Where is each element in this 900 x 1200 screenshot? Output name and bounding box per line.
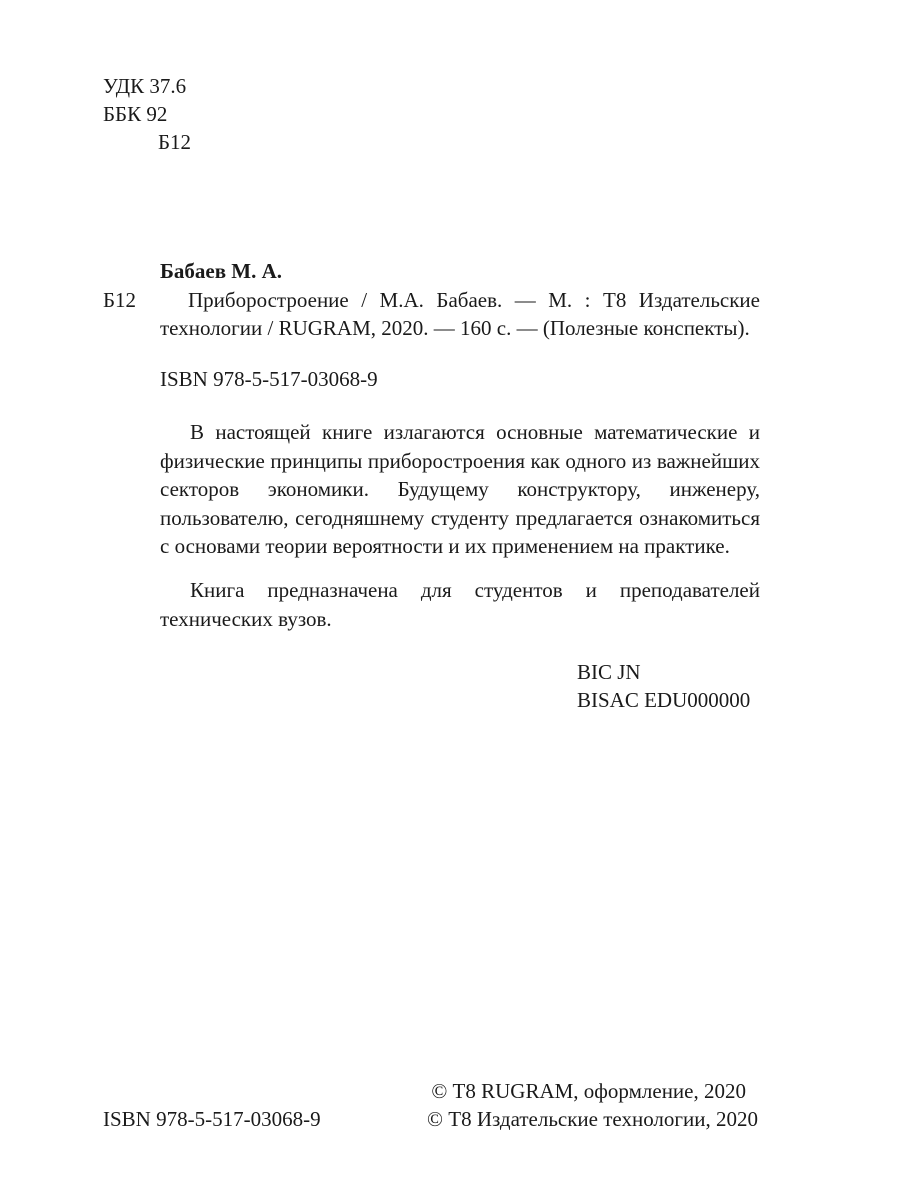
description-line-1: Приборостроение / М.А. Бабаев. — М. : Т8 Издательские xyxy=(188,288,760,312)
bic-code: BIC JN xyxy=(577,660,641,684)
bbk-code: ББК 92 xyxy=(103,102,168,126)
annotation-paragraph-1: В настоящей книге излагаются основные математические и физические принципы приборостроения как одного из важнейших секторов экономики. Будущему конструктору, инженеру, пользователю, сегодняшнему студенту предлагается ознакомиться с основами теории вероятности и их применением на практике. xyxy=(160,420,760,559)
footer-isbn: ISBN 978-5-517-03068-9 xyxy=(103,1107,321,1131)
author-mark: Б12 xyxy=(158,130,192,154)
description-line-2: технологии / RUGRAM, 2020. — 160 с. — (Полезные конспекты). xyxy=(160,316,750,340)
copyright-publisher: © Т8 Издательские технологии, 2020 xyxy=(427,1107,758,1131)
annotation-paragraph-2: Книга предназначена для студентов и преподавателей технических вузов. xyxy=(160,578,760,631)
bisac-code: BISAC EDU000000 xyxy=(577,688,751,712)
copyright-design: © Т8 RUGRAM, оформление, 2020 xyxy=(431,1079,746,1103)
isbn: ISBN 978-5-517-03068-9 xyxy=(160,367,378,391)
author-name: Бабаев М. А. xyxy=(160,259,283,283)
entry-author-mark: Б12 xyxy=(103,288,137,312)
udk-code: УДК 37.6 xyxy=(103,74,187,98)
